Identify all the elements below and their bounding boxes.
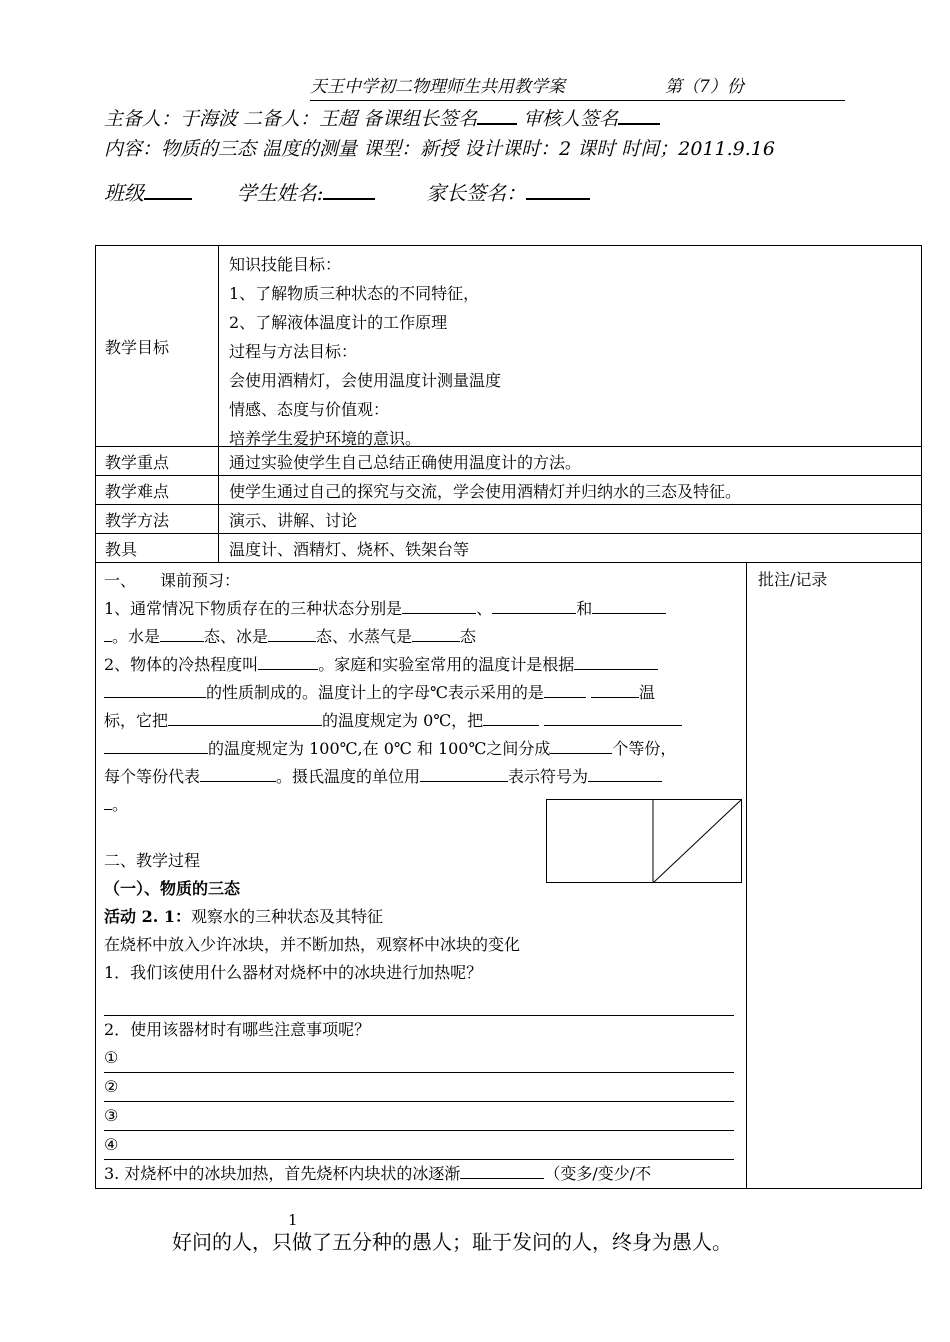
goal-line: 培养学生爱护环境的意识。 (229, 429, 422, 448)
header-title: 天王中学初二物理师生共用教学案 (310, 77, 565, 97)
page-number: 1 (288, 1211, 298, 1229)
method-label: 教学方法 (96, 505, 219, 533)
row-tools (96, 534, 921, 563)
item-marker: ① (104, 1048, 119, 1067)
q2-text: 每个等份代表 (104, 767, 201, 786)
activity-description: 在烧杯中放入少许冰块，并不断加热，观察杯中冰块的变化 (104, 935, 521, 954)
preview-title: 一、 课前预习： (104, 571, 241, 590)
blank[interactable] (160, 623, 204, 642)
q2-text: 表示符号为 (508, 767, 589, 786)
blank[interactable] (420, 763, 508, 782)
goal-line: 1、了解物质三种状态的不同特征， (229, 284, 480, 303)
question-2: 2．使用该器材时有哪些注意事项呢？ (104, 1020, 371, 1039)
blank[interactable] (104, 735, 208, 754)
student-label: 学生姓名: (236, 181, 324, 205)
blank[interactable] (591, 679, 639, 698)
blank[interactable] (460, 1160, 544, 1179)
focus-text: 通过实验使学生自己总结正确使用温度计的方法。 (229, 452, 582, 472)
question-1: 1．我们该使用什么器材对烧杯中的冰块进行加热呢？ (104, 963, 483, 982)
q1-line-1 (104, 595, 740, 623)
blank[interactable] (592, 595, 666, 614)
blank[interactable] (588, 763, 662, 782)
answer-line[interactable] (104, 987, 734, 1016)
item-marker: ② (104, 1077, 119, 1096)
meta-line-2: 内容：物质的三态 温度的测量 课型：新授 设计课时：2 课时 时间；2011.9.16 (104, 138, 775, 160)
q2-line-2 (104, 679, 740, 707)
blank[interactable] (268, 623, 316, 642)
activity-line (104, 903, 740, 931)
parent-blank[interactable] (526, 180, 590, 200)
item-marker: ④ (104, 1135, 119, 1154)
goal-line: 知识技能目标： (229, 255, 342, 274)
meta-preparers: 主备人：于海波 二备人：王超 备课组长签名 (104, 108, 478, 130)
q2-line-5 (104, 763, 740, 791)
activity-label: 活动 2. 1： (104, 907, 191, 926)
class-label: 班级 (104, 181, 144, 205)
q2-text: 。家庭和实验室常用的温度计是根据 (318, 655, 575, 674)
q1-text: 态、冰是 (204, 627, 269, 646)
q2-text: 的温度规定为 0℃，把 (322, 711, 484, 730)
process-title: 二、教学过程 (104, 851, 201, 870)
student-blank[interactable] (323, 180, 375, 200)
q1-and: 和 (576, 599, 593, 618)
q2-text: 。 (112, 795, 129, 814)
row-focus (96, 447, 921, 476)
blank[interactable] (544, 707, 682, 726)
goal-line: 会使用酒精灯，会使用温度计测量温度 (229, 371, 502, 390)
lesson-table (95, 245, 922, 1189)
goal-line: 情感、态度与价值观： (229, 400, 390, 419)
blank[interactable] (402, 595, 476, 614)
q2-line-4 (104, 735, 740, 763)
goals-list (229, 250, 501, 453)
lesson-body (96, 563, 921, 1188)
q2-text: 。摄氏温度的单位用 (276, 767, 421, 786)
blank[interactable] (412, 623, 460, 642)
blank[interactable] (104, 679, 206, 698)
goal-line: 2、了解液体温度计的工作原理 (229, 313, 448, 332)
question-3-options: （变多/变少/不 (544, 1164, 652, 1183)
blank[interactable] (168, 707, 322, 726)
notes-heading: 批注/记录 (758, 570, 828, 589)
q2-text: 标，它把 (104, 711, 169, 730)
q2-text: 温 (639, 683, 656, 702)
row-difficulty (96, 476, 921, 505)
q2-line-1 (104, 651, 740, 679)
activity-text: 观察水的三种状态及其特征 (190, 907, 383, 926)
q1-text: 态、水蒸气是 (316, 627, 413, 646)
parent-label: 家长签名： (426, 181, 527, 205)
q2-text: 的温度规定为 100℃,在 0℃ 和 100℃之间分成 (208, 739, 551, 758)
answer-line[interactable] (104, 1044, 734, 1073)
q1-line-2 (104, 623, 740, 651)
q1-text: 1、通常情况下物质存在的三种状态分别是 (104, 599, 403, 618)
q1-sep: 、 (476, 599, 493, 618)
answer-line[interactable] (104, 1102, 734, 1131)
question-3 (104, 1160, 740, 1188)
q1-text: 。水是 (112, 627, 161, 646)
row-method (96, 505, 921, 534)
difficulty-text: 使学生通过自己的探究与交流，学会使用酒精灯并归纳水的三态及特征。 (229, 481, 742, 501)
q2-line-3 (104, 707, 740, 735)
header-issue: 第（7）份 (665, 77, 744, 97)
goal-line: 过程与方法目标： (229, 342, 358, 361)
page-header (310, 74, 845, 101)
row-goals (96, 246, 921, 447)
answer-line[interactable] (104, 1131, 734, 1160)
tools-label: 教具 (96, 534, 219, 562)
blank[interactable] (104, 623, 112, 642)
leader-signature-blank[interactable] (477, 105, 517, 125)
meta-line-1 (104, 104, 660, 131)
q2-text: 的性质制成的。温度计上的字母℃表示采用的是 (206, 683, 544, 702)
blank[interactable] (200, 763, 276, 782)
goals-label: 教学目标 (96, 246, 219, 446)
sketch-diagonal (653, 799, 742, 883)
method-text: 演示、讲解、讨论 (229, 510, 358, 530)
sketch-box (547, 800, 742, 883)
section-title: （一）、物质的三态 (104, 879, 241, 898)
reviewer-signature-blank[interactable] (618, 105, 660, 125)
blank[interactable] (550, 735, 612, 754)
answer-line[interactable] (104, 1073, 734, 1102)
reviewer-label: 审核人签名 (517, 108, 619, 130)
blank[interactable] (258, 651, 318, 670)
focus-label: 教学重点 (96, 447, 219, 475)
meta-line-3 (104, 177, 590, 206)
blank[interactable] (492, 595, 576, 614)
q1-text: 态 (460, 627, 477, 646)
difficulty-label: 教学难点 (96, 476, 219, 504)
footer-quote: 好问的人，只做了五分种的愚人；耻于发问的人，终身为愚人。 (172, 1230, 732, 1254)
class-blank[interactable] (144, 180, 192, 200)
blank[interactable] (574, 651, 658, 670)
blank[interactable] (483, 707, 539, 726)
q2-text: 个等份， (612, 739, 677, 758)
q2-text: 2、物体的冷热程度叫 (104, 655, 259, 674)
question-3-text: 3. 对烧杯中的冰块加热，首先烧杯内块状的冰逐渐 (104, 1164, 461, 1183)
notes-divider (746, 563, 747, 1188)
blank[interactable] (104, 791, 112, 810)
item-marker: ③ (104, 1106, 119, 1125)
diagram-sketch (546, 799, 742, 883)
blank[interactable] (544, 679, 586, 698)
tools-text: 温度计、酒精灯、烧杯、铁架台等 (229, 539, 470, 559)
